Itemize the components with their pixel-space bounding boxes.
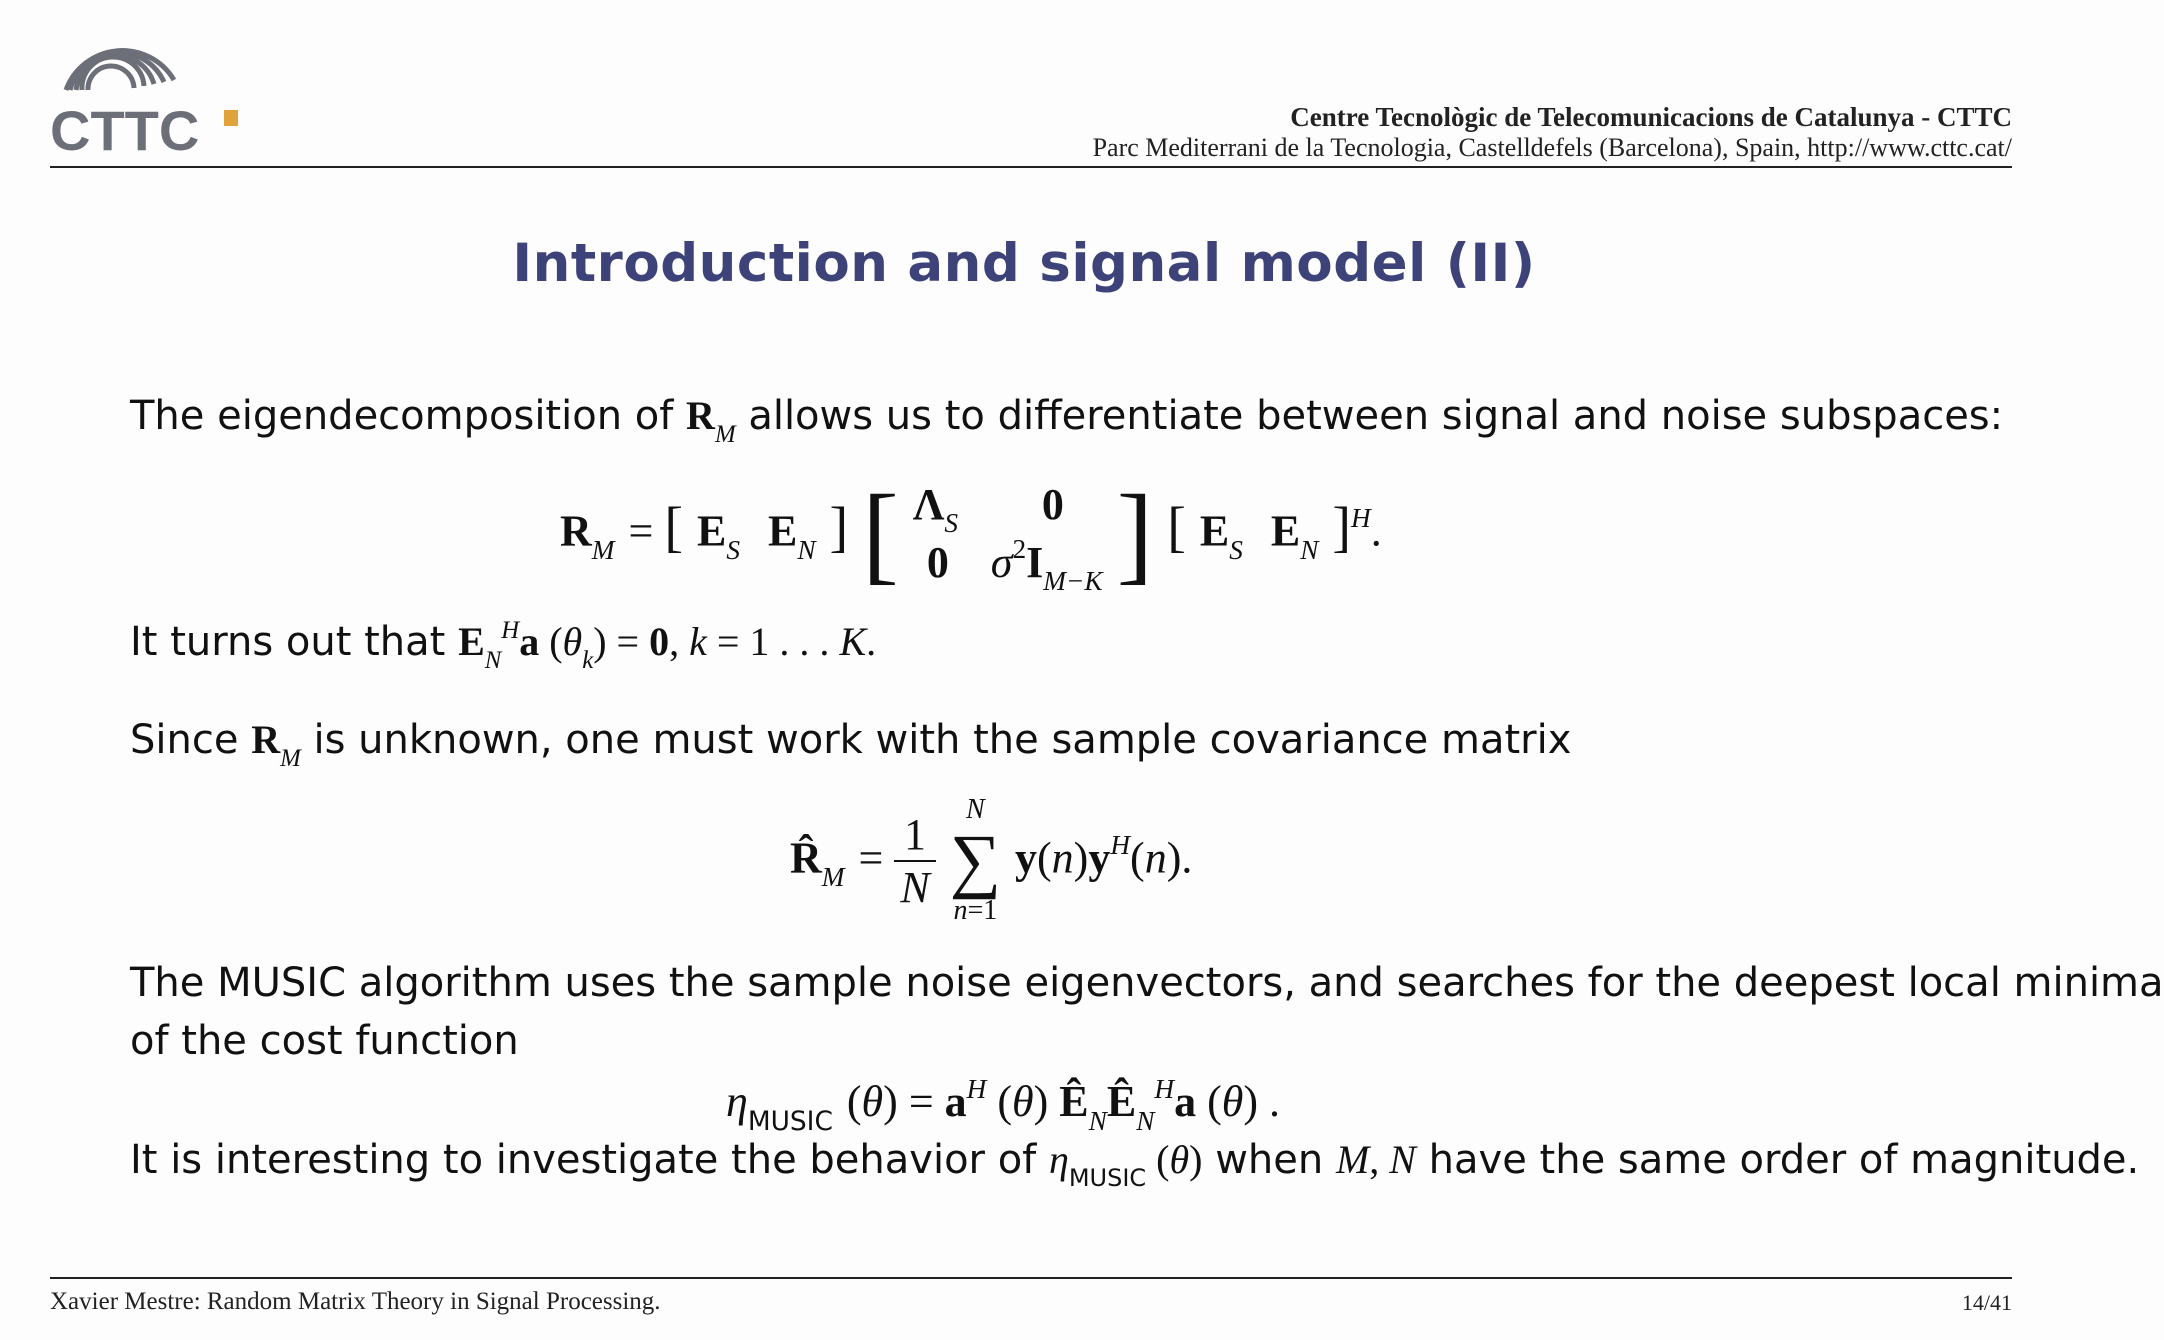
paragraph-music-line1: The MUSIC algorithm uses the sample noise eigenvectors, and searches for the deepest local minima [130,960,2164,1006]
paragraph-sample-covariance: Since $R_M$ is unknown, one must work with the sample covariance matrix [130,717,1572,772]
equation-sample-covariance: $R̂_M$ = $\frac{1}{N}$ N ∑ n=1 $y(n)y^H(n)$. [790,794,1193,926]
footer-left: Xavier Mestre: Random Matrix Theory in Signal Processing. [50,1288,661,1315]
paragraph-behavior: It is interesting to investigate the behavior of $\eta_{MUSIC}$ (θ) when M, N have the same order of magnitude. [130,1137,2140,1192]
header-address: Parc Mediterrani de la Tecnologia, Castelldefels (Barcelona), Spain, http://www.cttc.cat/ [1092,133,2012,162]
logo-accent [224,110,238,126]
footer-rule [50,1277,2012,1279]
equation-music-cost: $\eta_{MUSIC}$ $(\theta) = a^H$ (θ) $Ê_NÊ_N^Ha$ (θ) . [726,1073,1281,1137]
cttc-logo [48,30,248,160]
slide-title: Introduction and signal model (II) [512,233,1536,294]
logo-text: CTTC [50,99,200,162]
header-rule [50,166,2012,168]
header-org: Centre Tecnològic de Telecomunicacions de Catalunya - CTTC [1290,102,2012,132]
paragraph-music-line2: of the cost function [130,1018,519,1064]
equation-eigendecomposition: $R_M$ = [ $E_S$ $E_N$ ] [ $\Lambda_S$ 0 0 $\sigma^2I_{M-K}$ ] [ $E_S$ $E_N$ ]$^H$. [560,472,1382,597]
page-number: 14/41 [1961,1290,2012,1315]
paragraph-eigendecomposition: The eigendecomposition of $R_M$ allows us to differentiate between signal and noise subspaces: [130,393,2004,448]
paragraph-orthogonality: It turns out that $E_N^Ha$ $(\theta_k) = 0$, k = 1 . . . K. [130,617,877,674]
